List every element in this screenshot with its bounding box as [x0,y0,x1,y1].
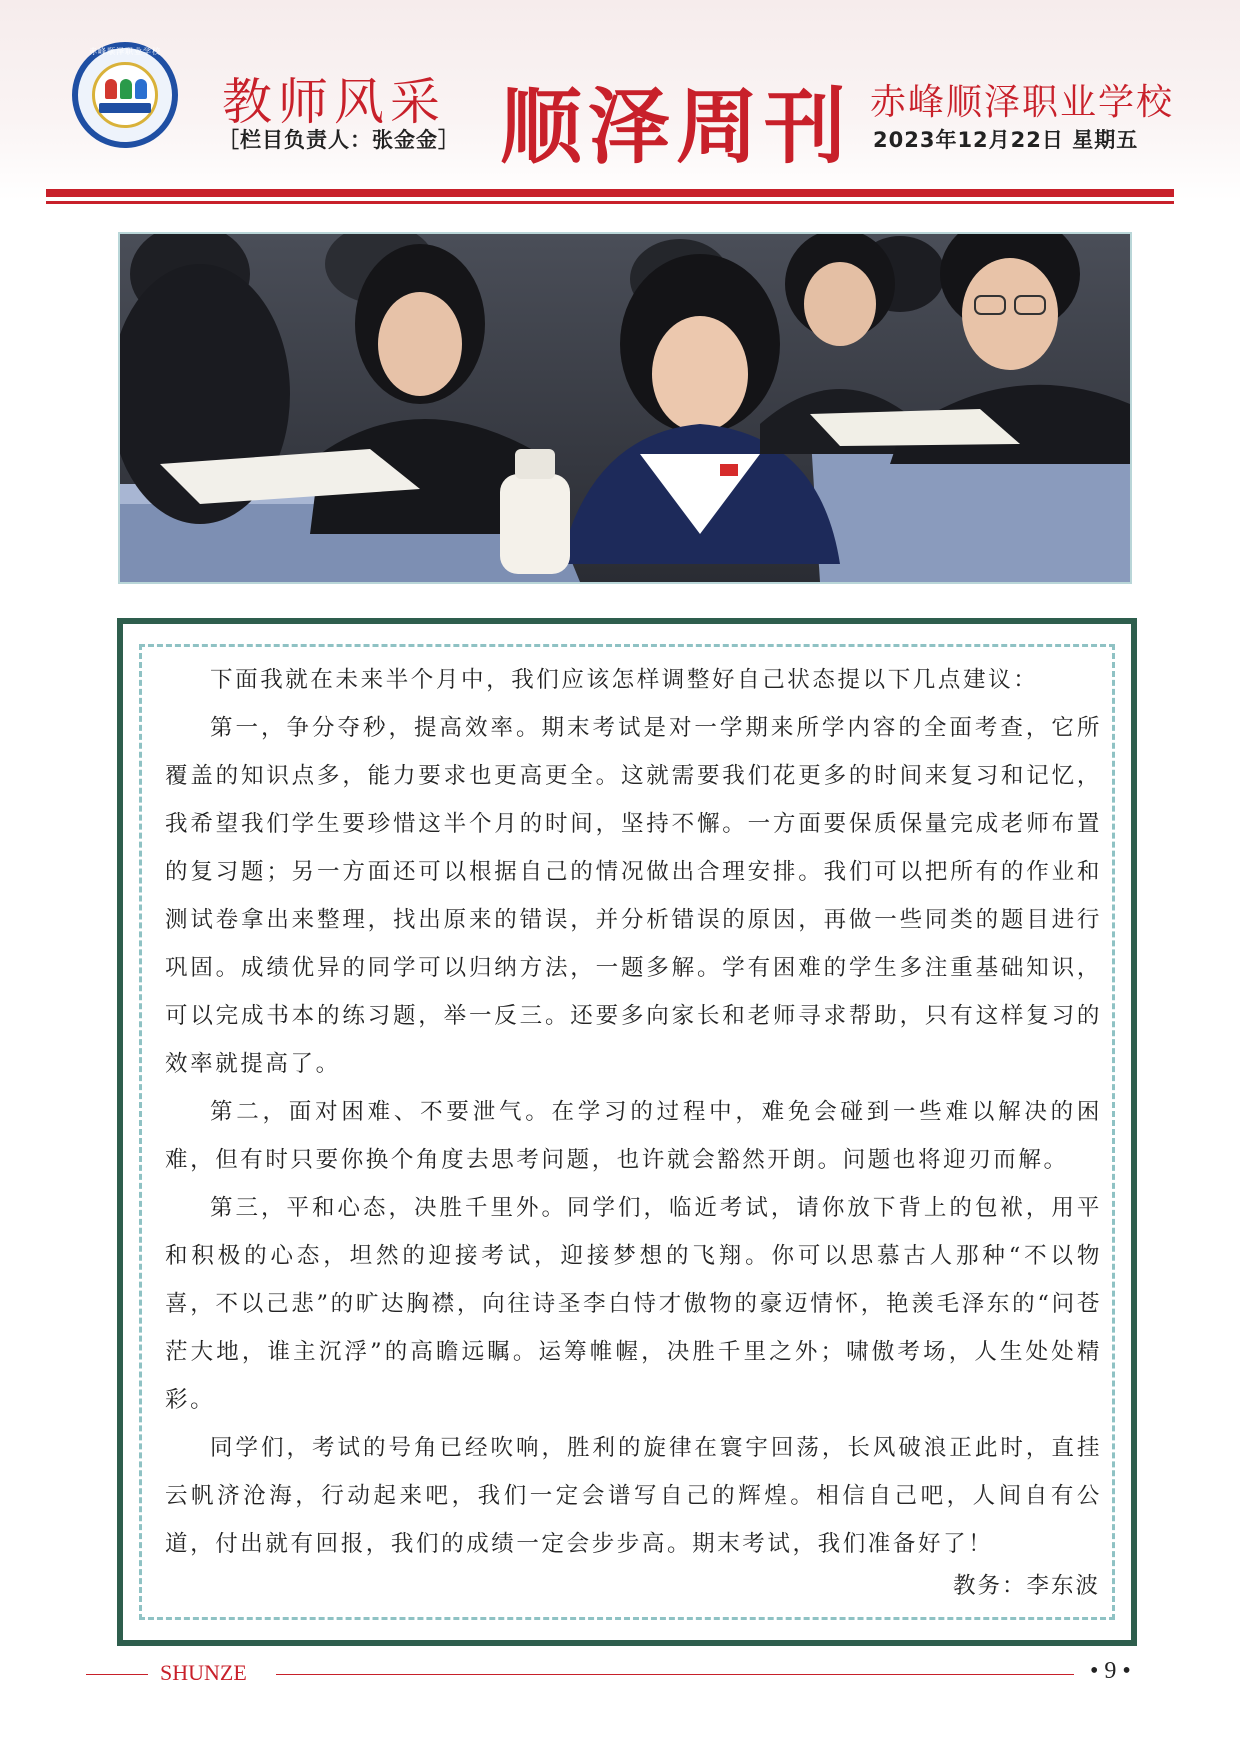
article-paragraph: 同学们，考试的号角已经吹响，胜利的旋律在寰宇回荡，长风破浪正此时，直挂云帆济沧海，行动起来吧，我们一定会谱写自己的辉煌。相信自己吧，人间自有公道，付出就有回报，我们的成绩一定会步步高。期末考试，我们准备好了！ [165,1435,1102,1557]
article-signature: 教务：李东波 [952,1573,1100,1599]
classroom-photo [118,232,1132,584]
issue-date: 2023年12月22日 星期五 [873,128,1139,152]
publication-title: 顺泽周刊 [500,80,853,175]
logo-band [99,103,151,113]
article-paragraph: 第三，平和心态，决胜千里外。同学们，临近考试，请你放下背上的包袱，用平和积极的心态，坦然的迎接考试，迎接梦想的飞翔。你可以思慕古人那种“不以物喜，不以己悲”的旷达胸襟，向往诗圣李白恃才傲物的豪迈情怀，艳羡毛泽东的“问苍茫大地，谁主沉浮”的高瞻远瞩。运筹帷幄，决胜千里之外；啸傲考场，人生处处精彩。 [165,1195,1102,1413]
school-logo [72,42,178,148]
article-paragraph: 第一，争分夺秒，提高效率。期末考试是对一学期来所学内容的全面考查，它所覆盖的知识点多，能力要求也更高更全。这就需要我们花更多的时间来复习和记忆，我希望我们学生要珍惜这半个月的时间，坚持不懈。一方面要保质保量完成老师布置的复习题；另一方面还可以根据自己的情况做出合理安排。我们可以把所有的作业和测试卷拿出来整理，找出原来的错误，并分析错误的原因，再做一些同类的题目进行巩固。成绩优异的同学可以归纳方法，一题多解。学有困难的学生多注重基础知识，可以完成书本的练习题，举一反三。还要多向家长和老师寻求帮助，只有这样复习的效率就提高了。 [165,715,1102,1077]
logo-figure-red [105,79,117,99]
article-body [165,656,1102,1568]
logo-ring-text: 赤峰顺泽职业学校 [89,47,161,56]
page-number: • 9 • [1090,1658,1131,1684]
header-rule-thick [46,189,1174,197]
footer-brand: SHUNZE [160,1660,247,1685]
logo-figure-blue [135,79,147,99]
classroom-photo-illustration [120,234,1130,582]
logo-emblem [92,62,158,128]
article-paragraph: 下面我就在未来半个月中，我们应该怎样调整好自己状态提以下几点建议： [210,667,1039,693]
column-title: 教师风采 [222,73,446,131]
footer-rule-left [86,1674,148,1675]
school-name: 赤峰顺泽职业学校 [870,82,1175,123]
logo-figure-green [120,79,132,99]
footer-rule-right [276,1674,1074,1675]
article-paragraph: 第二，面对困难、不要泄气。在学习的过程中，难免会碰到一些难以解决的困难，但有时只要你换个角度去思考问题，也许就会豁然开朗。问题也将迎刃而解。 [165,1099,1102,1173]
column-editor: ［栏目负责人：张金金］ [218,128,460,152]
header-rule-thin [46,201,1174,204]
